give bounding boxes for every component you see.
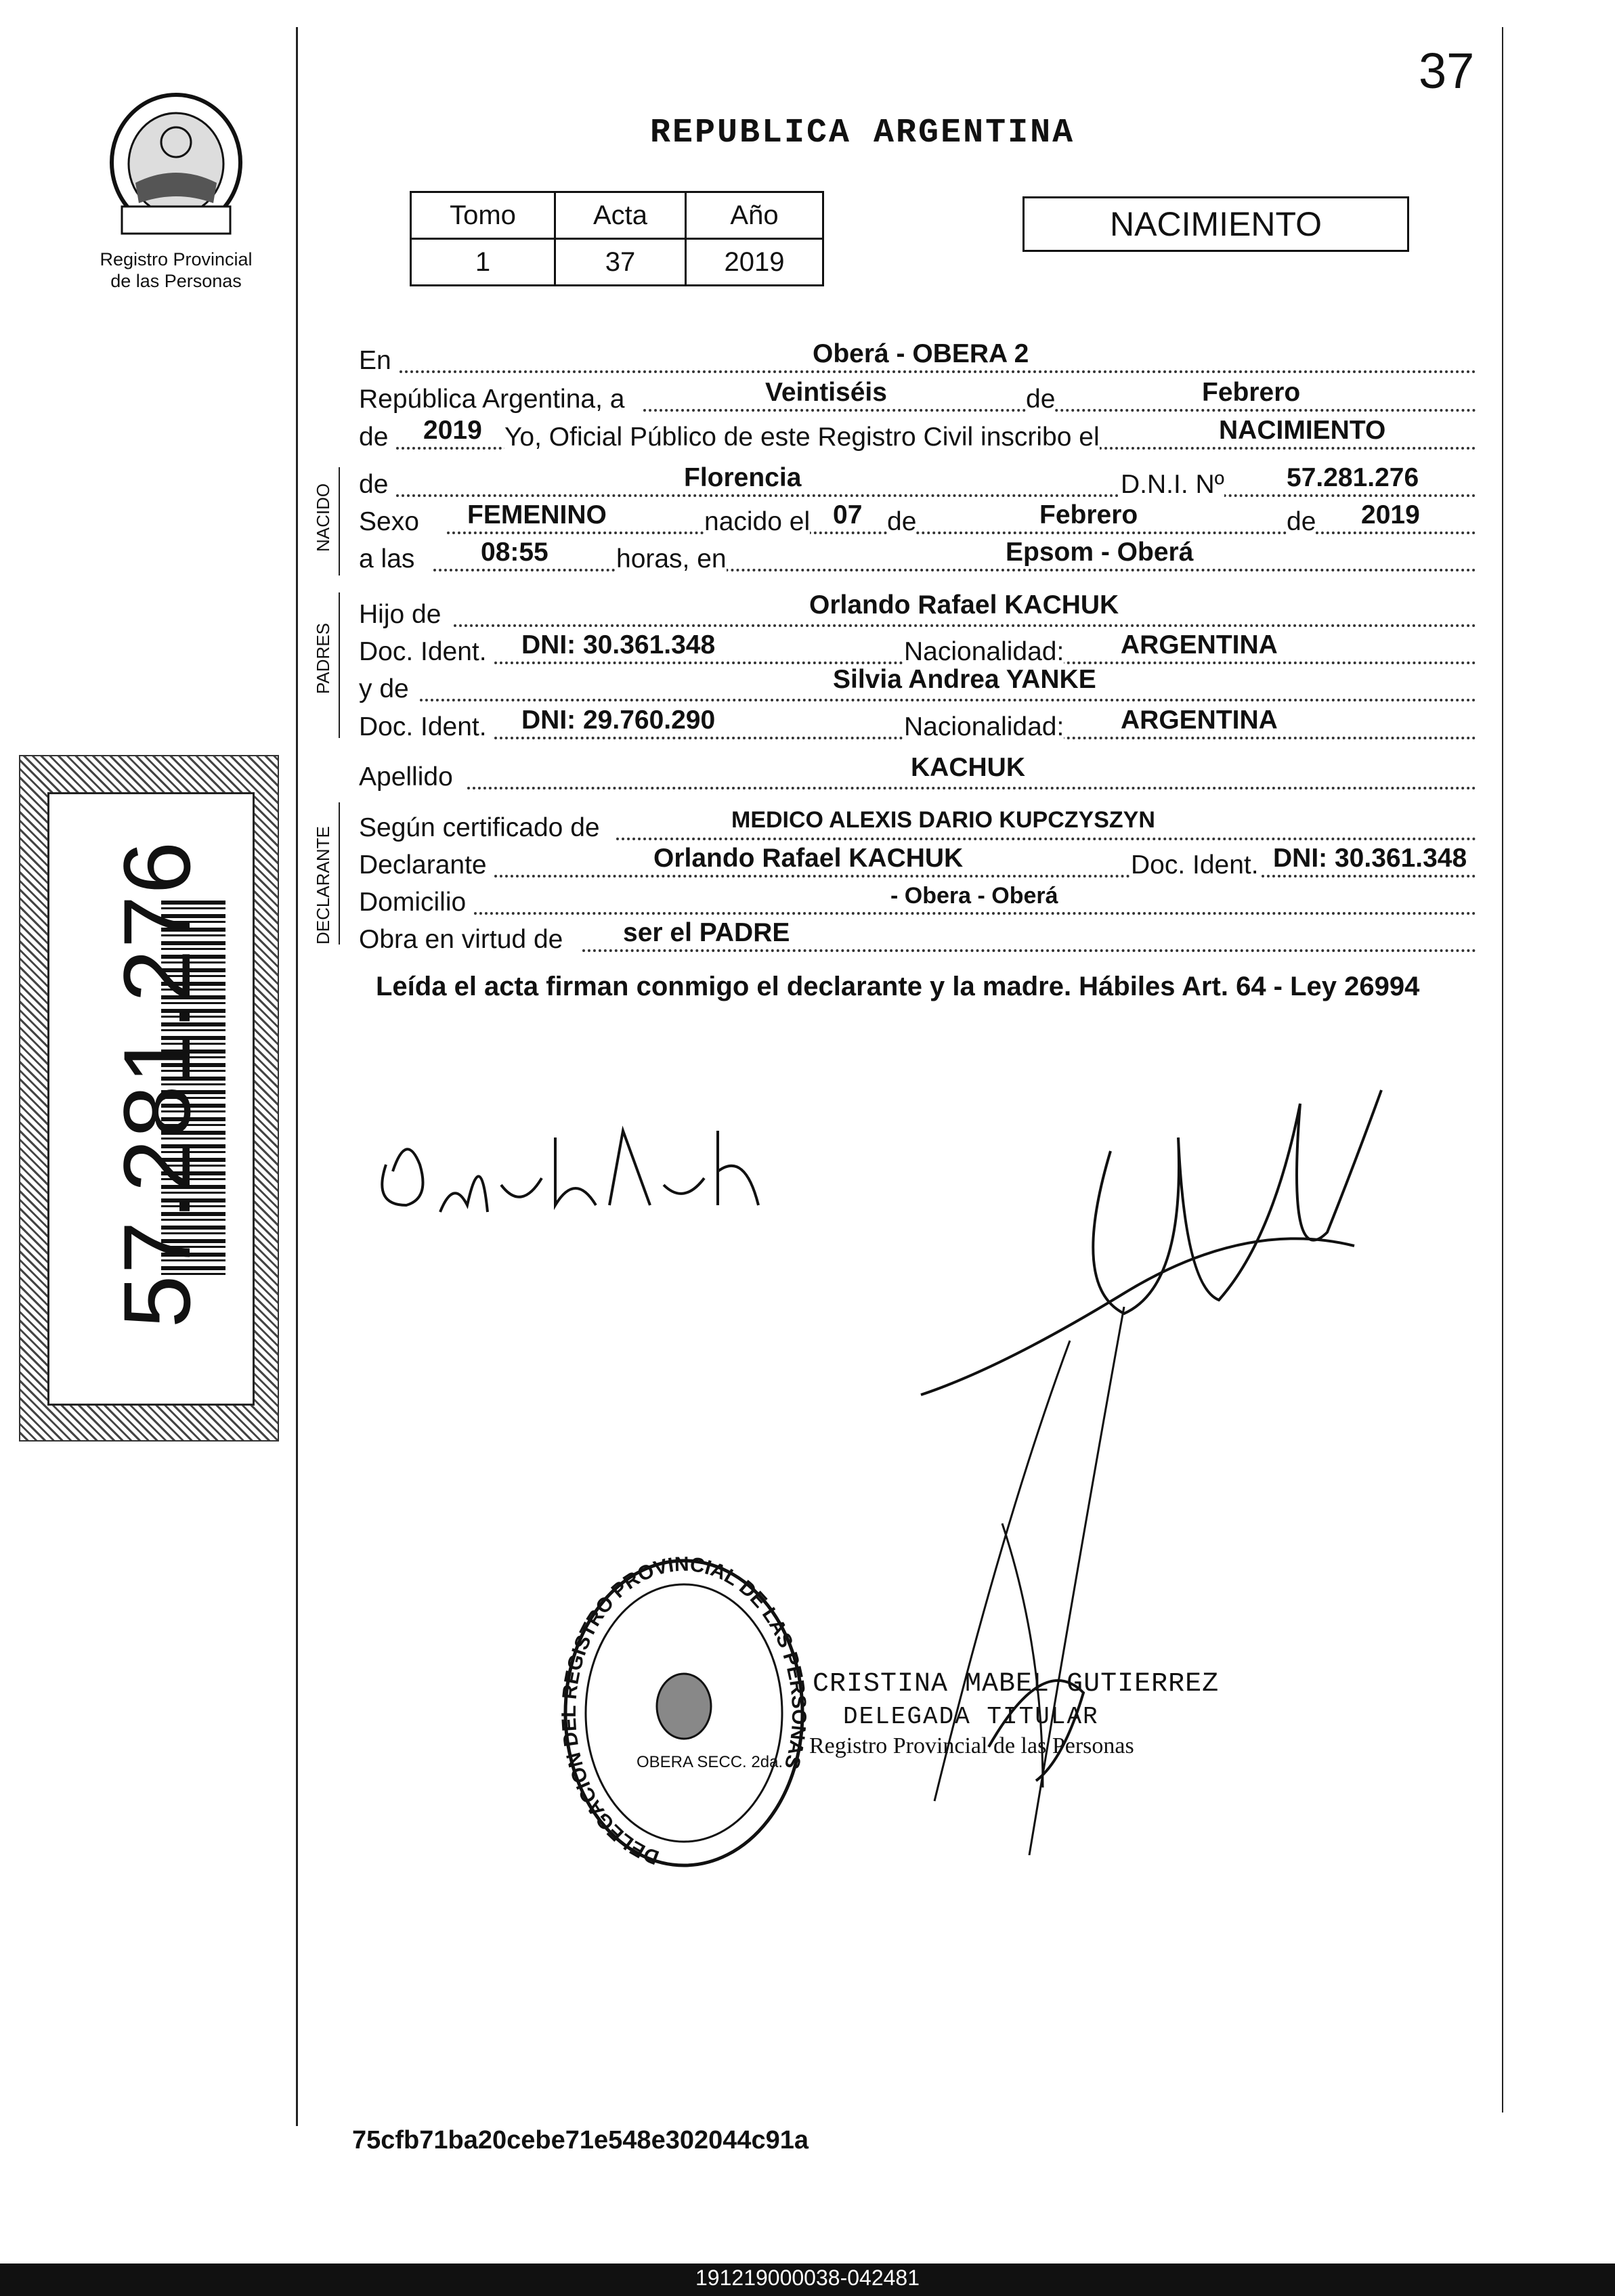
value-tipo-inscripcion: NACIMIENTO	[1219, 416, 1386, 445]
value-nombre: Florencia	[684, 463, 802, 492]
label-y-de: y de	[359, 674, 409, 703]
value-ano: 2019	[686, 239, 823, 286]
value-hora: 08:55	[481, 538, 548, 567]
section-label-padres: PADRES	[313, 623, 333, 694]
value-certificado: MEDICO ALEXIS DARIO KUPCZYSZYN	[731, 807, 1155, 833]
page-number: 37	[1419, 43, 1475, 99]
value-doc-madre: DNI: 29.760.290	[521, 706, 716, 735]
declarant-signature	[366, 1104, 785, 1232]
row-fecha	[359, 374, 1476, 414]
section-label-nacido: NACIDO	[313, 483, 333, 552]
value-nacionalidad-madre: ARGENTINA	[1121, 706, 1278, 735]
value-mes-inscripcion: Febrero	[1202, 378, 1301, 407]
value-anio-nacimiento: 2019	[1361, 500, 1420, 529]
label-nacido-el: nacido el	[704, 507, 811, 536]
label-sexo: Sexo	[359, 507, 419, 536]
label-de-anio: de	[1287, 507, 1316, 536]
value-nacionalidad-padre: ARGENTINA	[1121, 630, 1278, 659]
header-ano: Año	[686, 192, 823, 239]
label-de-ano: de	[359, 423, 389, 452]
right-margin-line	[1502, 27, 1503, 2113]
official-name: CRISTINA MABEL GUTIERREZ	[813, 1669, 1220, 1699]
label-republica: República Argentina, a	[359, 385, 625, 414]
declarante-bracket	[339, 802, 340, 945]
padres-bracket	[339, 592, 340, 738]
row-hijo-de	[359, 589, 1476, 630]
row-inscribe	[359, 412, 1476, 452]
footer-code: 191219000038-042481	[695, 2266, 920, 2290]
act-type-box: NACIMIENTO	[1022, 196, 1409, 252]
seal-ring-text: DELEGACION DEL REGISTRO PROVINCIAL DE LAS PERSONAS	[557, 1553, 811, 1869]
label-doc-madre: Doc. Ident.	[359, 712, 487, 741]
label-dni: D.N.I. Nº	[1121, 470, 1224, 499]
document-hash: 75cfb71ba20cebe71e548e302044c91a	[352, 2126, 809, 2154]
value-dia-nacimiento: 07	[833, 500, 863, 529]
value-apellido: KACHUK	[911, 753, 1025, 782]
barcode-number: 57.281.276	[104, 840, 210, 1328]
value-mes-nacimiento: Febrero	[1039, 500, 1138, 529]
value-sexo: FEMENINO	[467, 500, 607, 529]
left-margin-line	[296, 27, 298, 2126]
label-certificado: Según certificado de	[359, 813, 600, 842]
label-horas-en: horas, en	[616, 544, 727, 573]
label-nacionalidad-padre: Nacionalidad:	[904, 637, 1064, 666]
registry-seal-logo	[102, 88, 251, 244]
label-a-las: a las	[359, 544, 415, 573]
nacido-bracket	[339, 467, 340, 576]
row-y-de	[359, 664, 1476, 704]
label-hijo-de: Hijo de	[359, 600, 442, 629]
row-domicilio	[359, 877, 1476, 917]
value-domicilio: - Obera - Oberá	[890, 883, 1058, 909]
value-tomo: 1	[411, 239, 555, 286]
seal-inner-text: OBERA SECC. 2da.	[637, 1753, 783, 1771]
row-madre-doc	[359, 701, 1476, 742]
label-de-mes: de	[887, 507, 917, 536]
value-padre: Orlando Rafael KACHUK	[809, 590, 1119, 620]
row-apellido	[359, 752, 1476, 792]
label-obra: Obra en virtud de	[359, 925, 563, 954]
row-declarante	[359, 840, 1476, 880]
value-madre: Silvia Andrea YANKE	[833, 665, 1096, 694]
header-tomo: Tomo	[411, 192, 555, 239]
tomo-acta-table	[410, 191, 824, 286]
official-registry: Registro Provincial de las Personas	[809, 1733, 1134, 1758]
label-de: de	[1026, 385, 1056, 414]
row-nombre	[359, 459, 1476, 500]
value-lugar-nacimiento: Epsom - Oberá	[1006, 538, 1194, 567]
delegation-seal	[555, 1544, 813, 1882]
label-de-nombre: de	[359, 470, 389, 499]
value-dia-inscripcion: Veintiséis	[765, 378, 887, 407]
label-doc-declarante: Doc. Ident.	[1131, 850, 1259, 880]
value-dni-nacido: 57.281.276	[1287, 463, 1419, 492]
label-declarante: Declarante	[359, 850, 487, 880]
row-padre-doc	[359, 626, 1476, 667]
closing-note: Leída el acta firman conmigo el declarante y la madre. Hábiles Art. 64 - Ley 26994	[376, 972, 1420, 1001]
row-en	[359, 335, 1476, 376]
label-doc-padre: Doc. Ident.	[359, 637, 487, 666]
label-apellido: Apellido	[359, 762, 453, 792]
value-declarante: Orlando Rafael KACHUK	[653, 844, 964, 873]
value-doc-padre: DNI: 30.361.348	[521, 630, 716, 659]
label-nacionalidad-madre: Nacionalidad:	[904, 712, 1064, 741]
label-domicilio: Domicilio	[359, 888, 467, 917]
value-localidad: Oberá - OBERA 2	[813, 339, 1029, 368]
row-hora	[359, 534, 1476, 574]
official-title: DELEGADA TITULAR	[843, 1703, 1099, 1731]
value-doc-declarante: DNI: 30.361.348	[1273, 844, 1467, 873]
value-ano-inscripcion: 2019	[423, 416, 482, 445]
row-sexo	[359, 496, 1476, 537]
section-label-declarante: DECLARANTE	[313, 826, 333, 945]
row-obra	[359, 914, 1476, 955]
label-oficial: Yo, Oficial Público de este Registro Civil inscribo el	[504, 423, 1100, 452]
registry-name-line2: de las Personas	[110, 271, 242, 291]
document-title: REPUBLICA ARGENTINA	[650, 114, 1075, 152]
registry-name-line1: Registro Provincial	[100, 249, 253, 269]
value-obra: ser el PADRE	[623, 918, 790, 947]
value-acta: 37	[555, 239, 686, 286]
row-certificado	[359, 802, 1476, 843]
header-acta: Acta	[555, 192, 686, 239]
label-en: En	[359, 346, 391, 375]
